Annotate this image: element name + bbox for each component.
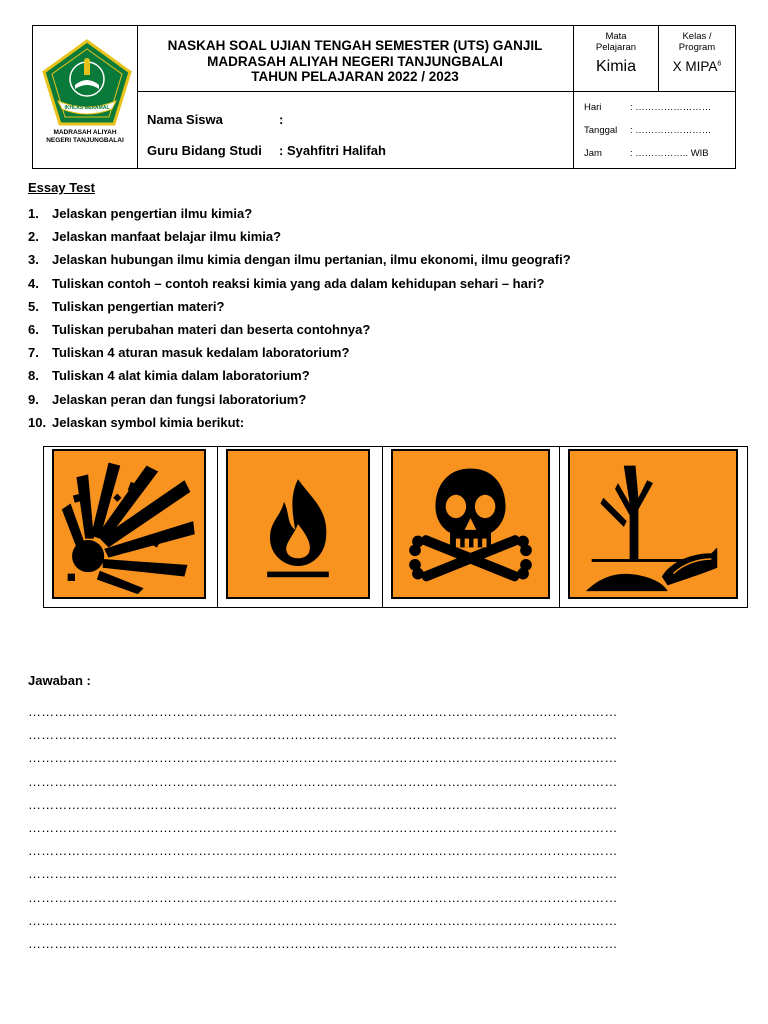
question-item: [28, 251, 571, 274]
symbol-cell-flammable: [218, 447, 383, 607]
teacher-row: [147, 143, 386, 158]
student-info: [137, 92, 574, 168]
logo-caption: [33, 129, 137, 145]
answer-lines: [28, 704, 738, 959]
teacher-label: Guru Bidang Studi: [147, 143, 262, 158]
question-item: [28, 298, 571, 321]
answer-line[interactable]: ………………………………………………………………………………………………………………………: [28, 866, 618, 882]
day-label: Hari: [584, 102, 602, 113]
logo-cell: [33, 26, 138, 168]
student-name-row: [147, 112, 283, 127]
question-number: 10.: [28, 414, 47, 430]
class-value: [659, 59, 735, 74]
answer-line[interactable]: ………………………………………………………………………………………………………………………: [28, 796, 618, 812]
time-field[interactable]: : …………….. WIB: [630, 148, 709, 159]
flammable-icon: [226, 449, 370, 599]
answer-line[interactable]: ………………………………………………………………………………………………………………………: [28, 889, 618, 905]
schedule-cell: [574, 92, 735, 168]
date-label: Tanggal: [584, 125, 618, 136]
answer-line[interactable]: ………………………………………………………………………………………………………………………: [28, 750, 618, 766]
subject-value: Kimia: [595, 58, 636, 75]
essay-title: Essay Test: [28, 180, 95, 195]
subject-label-line2: Pelajaran: [595, 42, 637, 53]
question-text: Tuliskan pengertian materi?: [52, 298, 225, 314]
symbol-cell-explosive: [44, 447, 218, 607]
question-text: Tuliskan perubahan materi dan beserta contohnya?: [52, 321, 371, 337]
question-text: Tuliskan contoh – contoh reaksi kimia yang ada dalam kehidupan sehari – hari?: [52, 275, 545, 291]
question-item: [28, 228, 571, 251]
logo-ribbon-text: IKHLAS BERAMAL: [64, 105, 110, 111]
answer-line[interactable]: ………………………………………………………………………………………………………………………: [28, 935, 618, 951]
question-text: Tuliskan 4 alat kimia dalam laboratorium?: [52, 368, 310, 384]
school-logo-icon: [42, 39, 132, 127]
date-field[interactable]: : ……………………: [630, 125, 712, 136]
class-label-line2: Program: [678, 42, 716, 53]
answer-line[interactable]: ………………………………………………………………………………………………………………………: [28, 727, 618, 743]
question-text: Jelaskan peran dan fungsi laboratorium?: [52, 391, 307, 407]
question-item: [28, 321, 571, 344]
answer-label: Jawaban :: [28, 673, 91, 688]
question-text: Tuliskan 4 aturan masuk kedalam laboratorium?: [52, 345, 350, 361]
time-label: Jam: [584, 148, 602, 159]
question-list: [28, 205, 571, 437]
question-item: [28, 391, 571, 414]
class-label: [659, 31, 735, 53]
logo-caption-line2: NEGERI TANJUNGBALAI: [46, 137, 124, 144]
exam-header: [32, 25, 736, 169]
answer-line[interactable]: ………………………………………………………………………………………………………………………: [28, 912, 618, 928]
toxic-icon: [391, 449, 550, 599]
title-line3: TAHUN PELAJARAN 2022 / 2023: [251, 69, 459, 84]
question-text: Jelaskan manfaat belajar ilmu kimia?: [52, 229, 282, 245]
student-name-field[interactable]: :: [279, 112, 284, 127]
title-line2: MADRASAH ALIYAH NEGERI TANJUNGBALAI: [207, 53, 503, 69]
student-name-label: Nama Siswa: [147, 112, 223, 127]
day-row: [584, 102, 711, 113]
question-text: Jelaskan pengertian ilmu kimia?: [52, 206, 253, 221]
question-number: 9.: [28, 391, 39, 407]
question-number: 4.: [28, 275, 39, 291]
class-value-text: X MIPA: [672, 59, 718, 74]
question-number: 2.: [28, 229, 39, 245]
symbol-cell-toxic: [383, 447, 560, 607]
class-cell: [659, 26, 735, 92]
question-number: 5.: [28, 298, 39, 314]
question-text: Jelaskan symbol kimia berikut:: [52, 414, 245, 430]
question-number: 3.: [28, 252, 39, 268]
explosive-icon: [52, 449, 206, 599]
class-label-line1: Kelas /: [682, 31, 712, 42]
answer-line[interactable]: ………………………………………………………………………………………………………………………: [28, 819, 618, 835]
question-item: [28, 275, 571, 298]
teacher-value: : Syahfitri Halifah: [279, 143, 386, 158]
question-item: [28, 344, 571, 367]
question-item: [28, 205, 571, 228]
environmental-hazard-icon: [568, 449, 738, 599]
question-number: 6.: [28, 321, 39, 337]
logo-caption-line1: MADRASAH ALIYAH: [53, 129, 117, 136]
question-item: [28, 367, 571, 390]
symbol-cell-environment: [560, 447, 747, 607]
day-field[interactable]: : ……………………: [630, 102, 712, 113]
question-number: 7.: [28, 345, 39, 361]
question-number: 8.: [28, 368, 39, 384]
subject-label-line1: Mata: [605, 31, 627, 42]
answer-line[interactable]: ………………………………………………………………………………………………………………………: [28, 773, 618, 789]
question-text: Jelaskan hubungan ilmu kimia dengan ilmu pertanian, ilmu ekonomi, ilmu geografi?: [52, 252, 571, 268]
answer-line[interactable]: ………………………………………………………………………………………………………………………: [28, 843, 618, 859]
hazard-symbol-table: [43, 446, 748, 608]
subject-cell: [574, 26, 659, 92]
answer-line[interactable]: ………………………………………………………………………………………………………………………: [28, 704, 618, 719]
question-item: [28, 414, 571, 437]
question-number: 1.: [28, 206, 39, 221]
date-row: [584, 125, 711, 136]
class-value-sup: 6: [717, 60, 722, 68]
exam-title: [137, 26, 574, 92]
time-row: [584, 148, 709, 159]
title-line1: NASKAH SOAL UJIAN TENGAH SEMESTER (UTS) GANJIL: [167, 38, 543, 53]
subject-label: [574, 31, 658, 53]
